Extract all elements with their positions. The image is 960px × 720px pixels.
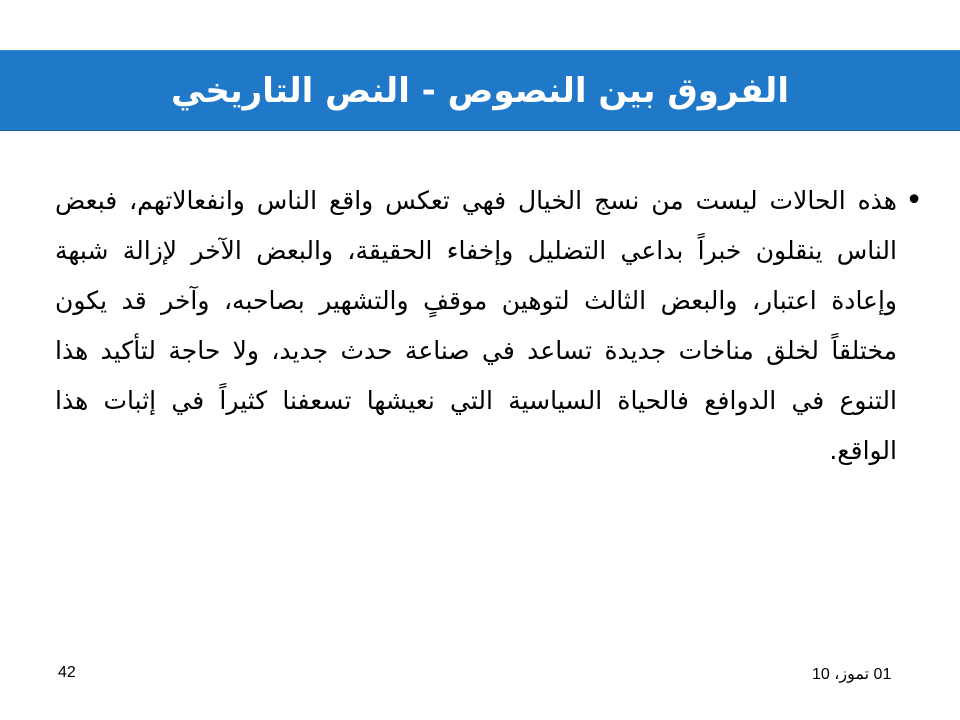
- slide-title: الفروق بين النصوص - النص التاريخي: [171, 70, 789, 111]
- footer-page-number: 42: [58, 664, 76, 681]
- bullet-text: هذه الحالات ليست من نسج الخيال فهي تعكس واقع الناس وانفعالاتهم، فبعض الناس ينقلون خبراً بداعي التضليل وإخفاء الحقيقة، والبعض الآخر لإزالة شبهة وإعادة اعتبار، والبعض الثالث لتوهين موقفٍ والتشهير بصاحبه، وآخر قد يكون مختلقاً لخلق مناخات جديدة تساعد في صناعة حدث جديد، ولا حاجة لتأكيد هذا التنوع في الدوافع فالحياة السياسية التي نعيشها تسعفنا كثيراً في إثبات هذا الواقع.: [55, 186, 897, 465]
- title-bar: [0, 50, 960, 131]
- footer-date: 01 تموز، 10: [812, 666, 892, 683]
- bullet-icon: •: [905, 183, 923, 218]
- bullet-item: [55, 176, 923, 476]
- slide-body: [55, 176, 923, 536]
